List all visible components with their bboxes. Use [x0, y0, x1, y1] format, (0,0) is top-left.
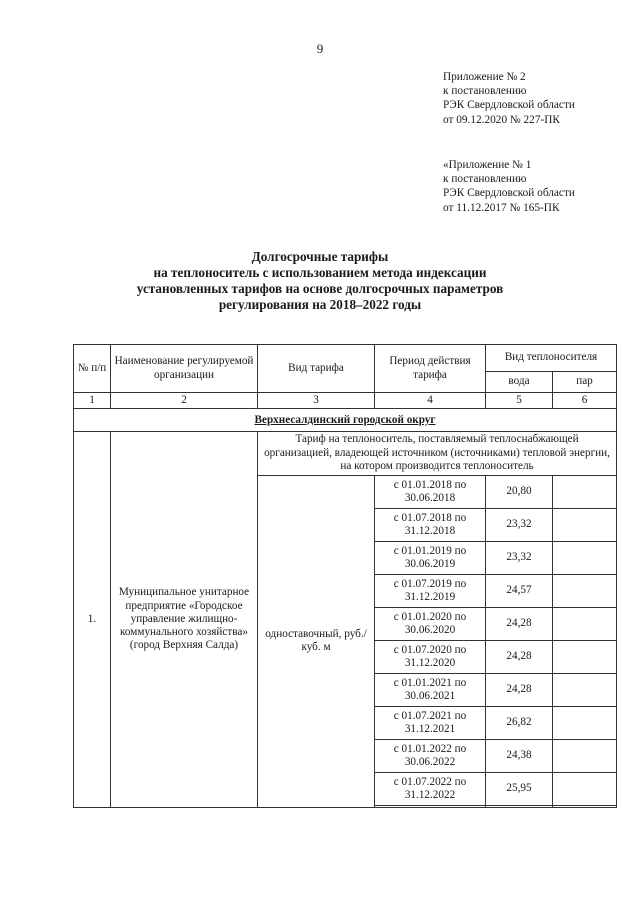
- header-num: № п/п: [74, 345, 111, 393]
- water-value: 24,28: [486, 640, 553, 673]
- water-value: 20,80: [486, 475, 553, 508]
- org-number: 1.: [74, 432, 111, 808]
- appendix-line: от 11.12.2017 № 165-ПК: [443, 201, 560, 214]
- document-title: [0, 249, 640, 313]
- appendix-line: РЭК Свердловской области: [443, 99, 575, 112]
- column-number: 3: [258, 393, 375, 409]
- steam-value: [553, 739, 617, 772]
- water-value: 25,95: [486, 772, 553, 805]
- period-cell: с 01.01.2018 по 30.06.2018: [375, 475, 486, 508]
- header-org: Наименование регулируемой организации: [111, 345, 258, 393]
- steam-value: [553, 508, 617, 541]
- appendix-line: к постановлению: [443, 85, 527, 98]
- appendix-line: от 09.12.2020 № 227-ПК: [443, 113, 560, 126]
- period-cell: с 01.01.2022 по 30.06.2022: [375, 739, 486, 772]
- column-number: 6: [553, 393, 617, 409]
- water-value: 23,32: [486, 508, 553, 541]
- water-value: 24,28: [486, 673, 553, 706]
- water-value: 23,32: [486, 541, 553, 574]
- appendix-line: к постановлению: [443, 173, 527, 186]
- steam-value: [553, 475, 617, 508]
- period-cell: с 01.07.2019 по 31.12.2019: [375, 574, 486, 607]
- steam-value: [553, 706, 617, 739]
- header-water: вода: [486, 372, 553, 393]
- org-name: Муниципальное унитарное предприятие «Городское управление жилищно-коммунального хозяйства» (город Верхняя Салда): [111, 432, 258, 808]
- title-line: установленных тарифов на основе долгосрочных параметров: [136, 281, 504, 296]
- steam-value: [553, 574, 617, 607]
- period-cell: с 01.07.2020 по 31.12.2020: [375, 640, 486, 673]
- steam-value: [553, 640, 617, 673]
- title-line: Долгосрочные тарифы: [251, 249, 389, 264]
- water-value: 26,82: [486, 706, 553, 739]
- header-coolant: Вид теплоносителя: [486, 345, 617, 372]
- period-cell: с 01.01.2021 по 30.06.2021: [375, 673, 486, 706]
- column-number: 2: [111, 393, 258, 409]
- title-line: на теплоноситель с использованием метода индексации: [153, 265, 487, 280]
- appendix-line: Приложение № 2: [443, 71, 526, 83]
- steam-value: [553, 541, 617, 574]
- tariff-type: одноставочный, руб./куб. м: [258, 475, 375, 807]
- header-period: Период действия тарифа: [375, 345, 486, 393]
- column-number: 4: [375, 393, 486, 409]
- period-cell: с 01.07.2022 по 31.12.2022: [375, 772, 486, 805]
- column-number: 5: [486, 393, 553, 409]
- water-value: 24,38: [486, 739, 553, 772]
- row-filler: [553, 805, 617, 807]
- row-filler: [375, 805, 486, 807]
- period-cell: с 01.01.2019 по 30.06.2019: [375, 541, 486, 574]
- appendix-2-block: [443, 70, 575, 127]
- period-cell: с 01.07.2021 по 31.12.2021: [375, 706, 486, 739]
- header-tariff-type: Вид тарифа: [258, 345, 375, 393]
- steam-value: [553, 607, 617, 640]
- appendix-line: «Приложение № 1: [443, 159, 532, 171]
- row-filler: [486, 805, 553, 807]
- page-number: 9: [316, 41, 324, 56]
- header-steam: пар: [553, 372, 617, 393]
- steam-value: [553, 772, 617, 805]
- title-line: регулирования на 2018–2022 годы: [218, 297, 422, 312]
- district-name: Верхнесалдинский городской округ: [74, 409, 617, 432]
- period-cell: с 01.01.2020 по 30.06.2020: [375, 607, 486, 640]
- steam-value: [553, 673, 617, 706]
- appendix-1-block: [443, 158, 575, 215]
- water-value: 24,57: [486, 574, 553, 607]
- tariff-table: [73, 344, 617, 808]
- appendix-line: РЭК Свердловской области: [443, 187, 575, 200]
- period-cell: с 01.07.2018 по 31.12.2018: [375, 508, 486, 541]
- tariff-group-header: Тариф на теплоноситель, поставляемый теплоснабжающей организацией, владеющей источником (источниками) тепловой энергии, на котором производится теплоноситель: [258, 432, 617, 476]
- column-number: 1: [74, 393, 111, 409]
- water-value: 24,28: [486, 607, 553, 640]
